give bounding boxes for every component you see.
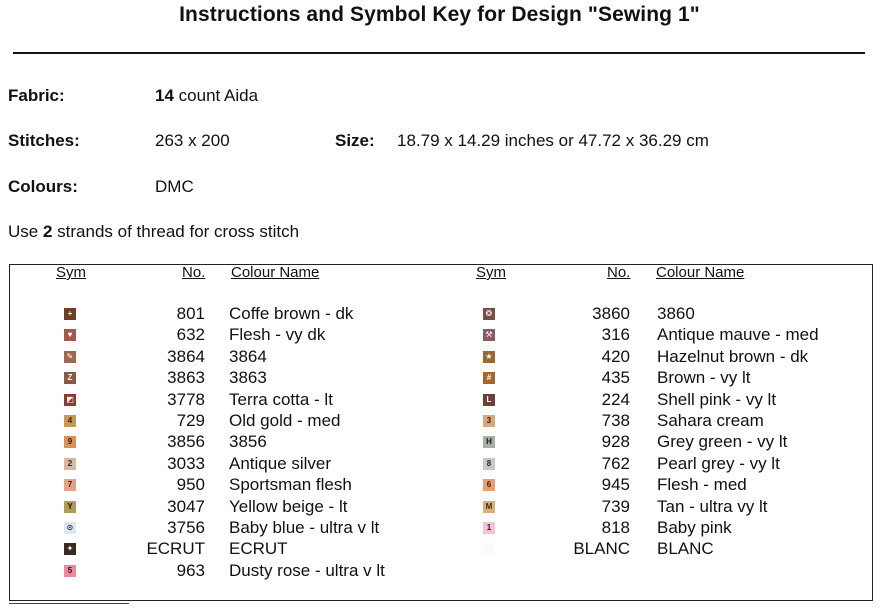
symbol-swatch-icon: 4 xyxy=(64,415,76,427)
strands-prefix: Use xyxy=(8,222,39,241)
symbol-swatch-icon: ❂ xyxy=(483,308,495,320)
dmc-number: 420 xyxy=(601,346,630,366)
right-sym-header: Sym xyxy=(476,264,506,281)
size-label: Size: xyxy=(335,131,375,150)
symbol-swatch-icon: 6 xyxy=(483,479,495,491)
dmc-number: 435 xyxy=(601,368,630,388)
dmc-number: ECRUT xyxy=(146,539,205,559)
symbol-swatch-icon: # xyxy=(483,372,495,384)
dmc-number: 818 xyxy=(601,518,630,537)
symbol-swatch-icon: ◩ xyxy=(64,394,76,406)
colour-name: 3863 xyxy=(229,368,267,388)
dmc-number: 945 xyxy=(601,475,630,495)
symbol-swatch-icon: 1 xyxy=(483,522,495,534)
colour-name: Grey green - vy lt xyxy=(657,432,788,452)
page-title: Instructions and Symbol Key for Design "Sewing 1" xyxy=(179,3,700,26)
dmc-number: 3047 xyxy=(167,496,205,516)
dmc-number: 3860 xyxy=(592,304,630,323)
dmc-number: 963 xyxy=(176,560,205,580)
dmc-number: 3033 xyxy=(167,453,205,473)
dmc-number: 762 xyxy=(601,453,630,473)
symbol-swatch-icon: 7 xyxy=(64,479,76,491)
colour-name: Terra cotta - lt xyxy=(229,389,333,409)
symbol-swatch-icon: Y xyxy=(64,501,76,513)
dmc-number: 739 xyxy=(601,496,630,516)
colours-label: Colours: xyxy=(8,177,78,196)
symbol-swatch-icon: Z xyxy=(64,372,76,384)
colour-name: ECRUT xyxy=(229,539,288,559)
symbol-swatch-icon: ✎ xyxy=(64,351,76,363)
dmc-number: 3863 xyxy=(167,368,205,388)
dmc-number: 316 xyxy=(601,325,630,345)
colour-name: Pearl grey - vy lt xyxy=(657,453,780,473)
strands-suffix: strands of thread for cross stitch xyxy=(57,222,300,241)
colour-name: Coffe brown - dk xyxy=(229,304,354,323)
colour-name: Dusty rose - ultra v lt xyxy=(229,560,385,580)
dmc-number: 3778 xyxy=(167,389,205,409)
dmc-number: 928 xyxy=(601,432,630,452)
right-no-header: No. xyxy=(607,264,631,281)
left-no-header: No. xyxy=(182,264,206,281)
left-sym-header: Sym xyxy=(56,264,86,281)
strands-instruction xyxy=(8,222,299,242)
title-divider xyxy=(13,52,865,54)
colour-name: 3860 xyxy=(657,304,695,323)
right-name-header: Colour Name xyxy=(656,264,745,281)
symbol-swatch-icon: M xyxy=(483,501,495,513)
symbol-swatch-icon: 5 xyxy=(64,565,76,577)
symbol-swatch-icon: + xyxy=(64,308,76,320)
stitches-label: Stitches: xyxy=(8,131,80,150)
dmc-number: 3756 xyxy=(167,518,205,537)
colour-name: Tan - ultra vy lt xyxy=(657,496,768,516)
symbol-swatch-icon: ⚒ xyxy=(483,329,495,341)
symbol-swatch-icon xyxy=(483,543,495,555)
dmc-number: BLANC xyxy=(573,539,630,559)
colour-name: Flesh - vy dk xyxy=(229,325,326,345)
colour-name: Baby pink xyxy=(657,518,732,537)
stitches-value: 263 x 200 xyxy=(155,131,230,150)
colour-name: Sahara cream xyxy=(657,411,764,430)
symbol-swatch-icon: 9 xyxy=(64,436,76,448)
left-name-header: Colour Name xyxy=(231,264,320,281)
size-value: 18.79 x 14.29 inches or 47.72 x 36.29 cm xyxy=(397,131,709,150)
colour-name: BLANC xyxy=(657,539,714,559)
symbol-swatch-icon: ★ xyxy=(483,351,495,363)
symbol-swatch-icon: ✦ xyxy=(64,543,76,555)
dmc-number: 729 xyxy=(176,411,205,430)
fabric-value xyxy=(155,86,258,106)
colour-name: Antique silver xyxy=(229,453,332,473)
symbol-swatch-icon: 2 xyxy=(64,458,76,470)
symbol-swatch-icon: ⊙ xyxy=(64,522,76,534)
colour-name: Yellow beige - lt xyxy=(229,496,348,516)
colour-name: Shell pink - vy lt xyxy=(657,389,777,409)
fabric-count: 14 xyxy=(155,86,174,105)
colours-value: DMC xyxy=(155,177,194,196)
dmc-number: 224 xyxy=(601,389,630,409)
dmc-number: 3856 xyxy=(167,432,205,452)
colour-name: 3856 xyxy=(229,432,267,452)
colour-name: Antique mauve - med xyxy=(657,325,819,345)
colour-name: 3864 xyxy=(229,346,267,366)
dmc-number: 801 xyxy=(176,304,205,323)
symbol-swatch-icon: 8 xyxy=(483,458,495,470)
dmc-number: 3864 xyxy=(167,346,205,366)
dmc-number: 950 xyxy=(176,475,205,495)
footer-divider xyxy=(9,603,129,604)
fabric-text: count Aida xyxy=(178,86,259,105)
colour-name: Brown - vy lt xyxy=(657,368,751,388)
symbol-swatch-icon: L xyxy=(483,394,495,406)
dmc-number: 738 xyxy=(601,411,630,430)
symbol-swatch-icon: ♥ xyxy=(64,329,76,341)
dmc-number: 632 xyxy=(176,325,205,345)
colour-name: Sportsman flesh xyxy=(229,475,352,495)
colour-name: Flesh - med xyxy=(657,475,747,495)
colour-name: Old gold - med xyxy=(229,411,341,430)
strands-count: 2 xyxy=(42,222,53,241)
colour-name: Baby blue - ultra v lt xyxy=(229,518,380,537)
symbol-swatch-icon: H xyxy=(483,436,495,448)
symbol-swatch-icon: 3 xyxy=(483,415,495,427)
fabric-label: Fabric: xyxy=(8,86,65,105)
colour-name: Hazelnut brown - dk xyxy=(657,346,809,366)
